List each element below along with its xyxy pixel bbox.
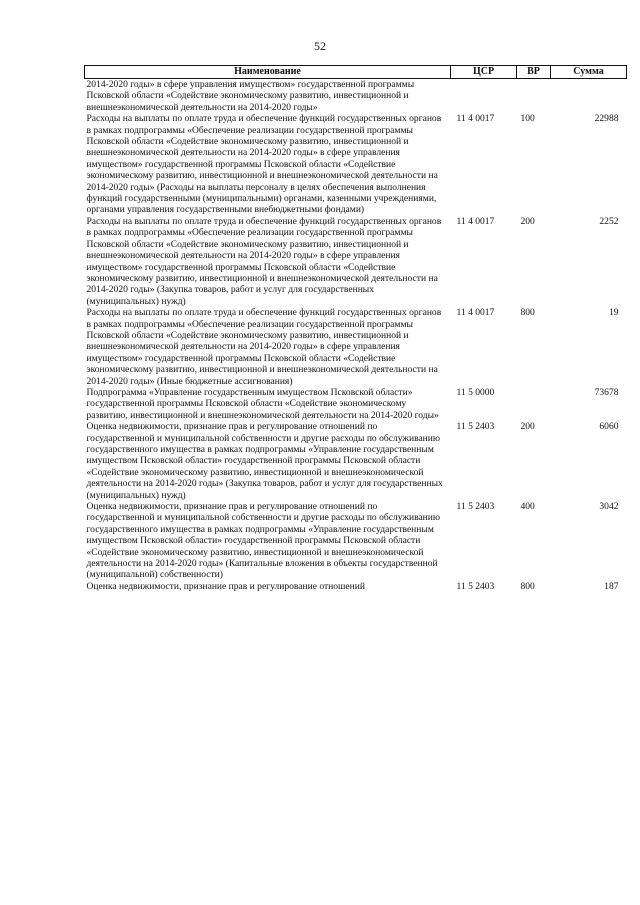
header-vr: ВР	[517, 66, 551, 79]
row-sum: 6060	[599, 421, 619, 433]
row-sum: 19	[608, 307, 619, 319]
row-sum: 73678	[594, 386, 619, 398]
row-vr: 200	[520, 421, 535, 433]
header-name: Наименование	[85, 66, 451, 79]
table-row	[85, 581, 627, 592]
table-row	[85, 307, 627, 387]
table-header-row	[85, 66, 627, 79]
row-csr: 11 4 0017	[456, 307, 495, 319]
row-csr: 11 4 0017	[456, 215, 495, 227]
row-csr: 11 5 0000	[456, 386, 495, 398]
row-name: Оценка недвижимости, признание прав и регулирование отношений по государственной и муниципальной собственности и другие расходы по обслуживанию государственного имущества в рамках подпрограммы «Управление государственным имуществом Псковской области» государственной программы Псковской области «Содействие экономическому развитию, инвестиционной и внешнеэкономической деятельности на 2014-2020 годы» (Закупка товаров, работ и услуг для государственных (муниципальных) нужд)	[86, 421, 443, 501]
row-vr	[517, 79, 551, 114]
table-row	[85, 387, 627, 421]
row-name: Оценка недвижимости, признание прав и регулирование отношений	[86, 580, 365, 592]
row-csr: 11 5 2403	[456, 501, 495, 513]
row-name: Подпрограмма «Управление государственным имуществом Псковской области» государственной программы Псковской области «Содействие экономическому развитию, инвестиционной и внешнеэкономической деятельности на 2014-2020 годы»	[86, 386, 439, 421]
header-csr: ЦСР	[451, 66, 517, 79]
row-vr	[517, 387, 551, 421]
row-csr: 11 5 2403	[456, 421, 495, 433]
row-vr: 800	[520, 580, 535, 592]
row-sum: 22988	[594, 113, 619, 125]
row-vr: 100	[520, 113, 535, 125]
table-row	[85, 421, 627, 501]
page-number: 52	[314, 39, 326, 53]
row-vr: 200	[520, 215, 535, 227]
row-sum: 3042	[599, 501, 619, 513]
table-row	[85, 113, 627, 216]
table-row	[85, 216, 627, 307]
table-row	[85, 501, 627, 581]
row-vr: 800	[520, 307, 535, 319]
row-name: 2014-2020 годы» в сфере управления имуществом» государственной программы Псковской области «Содействие экономическому развитию, инвестиционной и внешнеэкономической деятельности на 2014-2020 годы»	[86, 79, 415, 113]
row-name: Расходы на выплаты по оплате труда и обеспечение функций государственных органов в рамках подпрограммы «Обеспечение реализации государственной программы Псковской области «Содействие экономическому развитию, инвестиционной и внешнеэкономической деятельности на 2014-2020 годы» в сфере управления имуществом» государственной программы Псковской области «Содействие экономическому развитию, инвестиционной и внешнеэкономической деятельности на 2014-2020 годы» (Закупка товаров, работ и услуг для государственных (муниципальных) нужд)	[86, 215, 442, 307]
row-sum	[551, 79, 627, 114]
row-csr	[451, 79, 517, 114]
row-name: Расходы на выплаты по оплате труда и обеспечение функций государственных органов в рамках подпрограммы «Обеспечение реализации государственной программы Псковской области «Содействие экономическому развитию, инвестиционной и внешнеэкономической деятельности на 2014-2020 годы» в сфере управления имуществом» государственной программы Псковской области «Содействие экономическому развитию, инвестиционной и внешнеэкономической деятельности на 2014-2020 годы» (Расходы на выплаты персоналу в целях обеспечения выполнения функций государственными (муниципальными) органами, казенными учреждениями, органами управления государственными внебюджетными фондами)	[86, 113, 442, 216]
row-name: Расходы на выплаты по оплате труда и обеспечение функций государственных органов в рамках подпрограммы «Обеспечение реализации государственной программы Псковской области «Содействие экономическому развитию, инвестиционной и внешнеэкономической деятельности на 2014-2020 годы» в сфере управления имуществом» государственной программы Псковской области «Содействие экономическому развитию, инвестиционной и внешнеэкономической деятельности на 2014-2020 годы» (Иные бюджетные ассигнования)	[86, 307, 442, 387]
row-csr: 11 5 2403	[456, 580, 495, 592]
budget-table	[84, 65, 627, 592]
table-row	[85, 79, 627, 114]
row-name: Оценка недвижимости, признание прав и регулирование отношений по государственной и муниципальной собственности и другие расходы по обслуживанию государственного имущества в рамках подпрограммы «Управление государственным имуществом Псковской области» государственной программы Псковской области «Содействие экономическому развитию, инвестиционной и внешнеэкономической деятельности на 2014-2020 годы» (Капитальные вложения в объекты государственной (муниципальной) собственности)	[86, 501, 441, 581]
row-sum: 2252	[599, 215, 619, 227]
row-csr: 11 4 0017	[456, 113, 495, 125]
header-sum: Сумма	[551, 66, 627, 79]
row-sum: 187	[604, 580, 619, 592]
row-vr: 400	[520, 501, 535, 513]
